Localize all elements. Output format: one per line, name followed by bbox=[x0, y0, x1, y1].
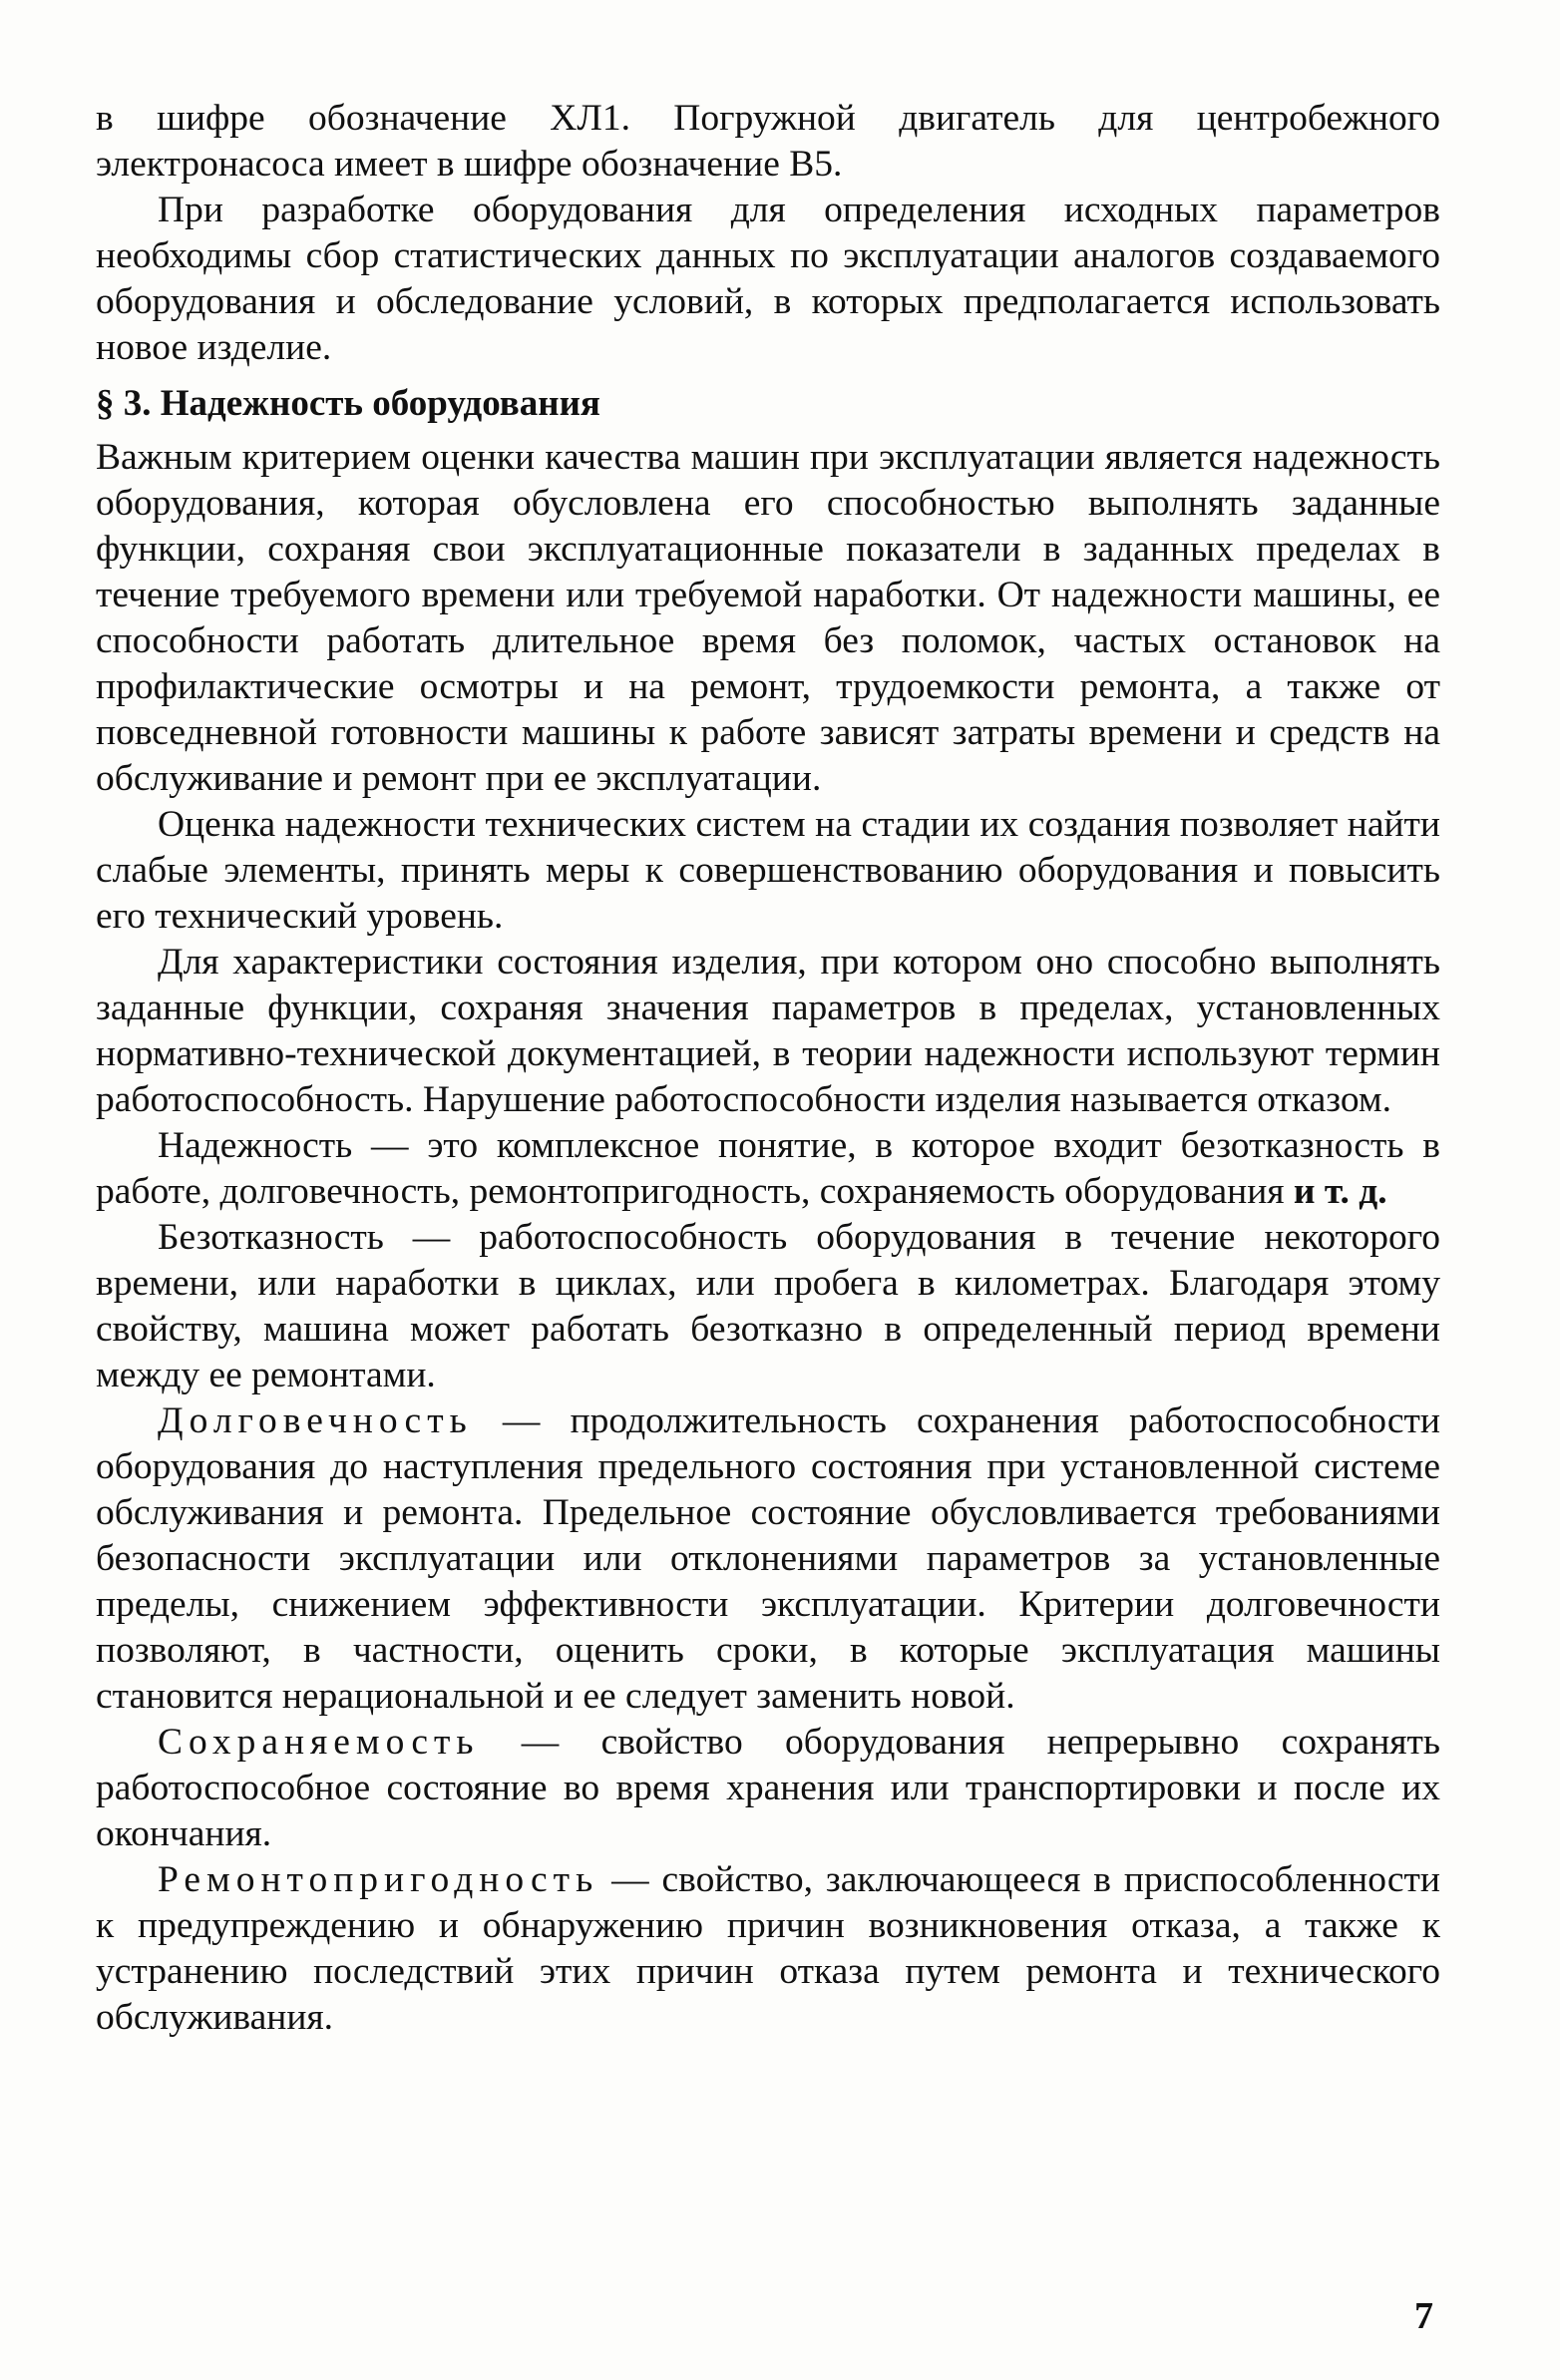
term-durability: Долговечность bbox=[158, 1400, 473, 1441]
page-number: 7 bbox=[1414, 2295, 1433, 2337]
paragraph-maintainability bbox=[96, 1857, 1440, 2041]
term-maintainability: Ремонтопригодность bbox=[158, 1859, 599, 1900]
paragraph-assessment: Оценка надежности технических систем на стадии их создания позволяет найти слабые элементы, принять меры к совершенствованию оборудования и повысить его технический уровень. bbox=[96, 804, 1440, 937]
paragraph-durability bbox=[96, 1398, 1440, 1720]
paragraph-storability bbox=[96, 1720, 1440, 1857]
reliability-etc: и т. д. bbox=[1284, 1171, 1387, 1212]
paragraph-development: При разработке оборудования для определения исходных параметров необходимы сбор статистических данных по эксплуатации аналогов создаваемого оборудования и обследование условий, в которых предполагается использовать новое изделие. bbox=[96, 190, 1440, 368]
term-storability: Сохраняемость bbox=[158, 1722, 480, 1763]
maintainability-definition: — свойство, заключающееся в приспособленности к предупреждению и обнаружению причин возникновения отказа, а также к устранению последствий этих причин отказа путем ремонта и технического обслуживания. bbox=[96, 1859, 1440, 2038]
durability-definition: — продолжительность сохранения работоспособности оборудования до наступления предельного состояния при установленной системе обслуживания и ремонта. Предельное состояние обусловливается требованиями безопасности эксплуатации или отклонениями параметров за установленные пределы, снижением эффективности эксплуатации. Критерии долговечности позволяют, в частности, оценить сроки, в которые эксплуатация машины становится нерациональной и ее следует заменить новой. bbox=[96, 1400, 1440, 1717]
paragraph-intro: в шифре обозначение ХЛ1. Погружной двигатель для центробежного электронасоса имеет в шифре обозначение В5. bbox=[96, 98, 1440, 185]
paragraph-criterion: Важным критерием оценки качества машин при эксплуатации является надежность оборудования, которая обусловлена его способностью выполнять заданные функции, сохраняя свои эксплуатационные показатели в заданных пределах в течение требуемого времени или требуемой наработки. От надежности машины, ее способности работать длительное время без поломок, частых остановок на профилактические осмотры и на ремонт, трудоемкости ремонта, а также от повседневной готовности машины к работе зависят затраты времени и средств на обслуживание и ремонт при ее эксплуатации. bbox=[96, 437, 1440, 799]
paragraph-reliability bbox=[96, 1123, 1440, 1215]
paragraph-operability: Для характеристики состояния изделия, при котором оно способно выполнять заданные функции, сохраняя значения параметров в пределах, установленных нормативно-технической документацией, в теории надежности используют термин работоспособность. Нарушение работоспособности изделия называется отказом. bbox=[96, 942, 1440, 1120]
reliability-text: Надежность — это комплексное понятие, в которое входит безотказность в работе, долговечность, ремонтопригодность, сохраняемость оборудования bbox=[96, 1125, 1440, 1212]
text-column bbox=[96, 96, 1440, 2041]
paragraph-failsafe: Безотказность — работоспособность оборудования в течение некоторого времени, или наработки в циклах, или пробега в километрах. Благодаря этому свойству, машина может работать безотказно в определенный период времени между ее ремонтами. bbox=[96, 1217, 1440, 1395]
storability-definition: — свойство оборудования непрерывно сохранять работоспособное состояние во время хранения или транспортировки и после их окончания. bbox=[96, 1722, 1440, 1854]
section-heading: § 3. Надежность оборудования bbox=[96, 383, 600, 424]
